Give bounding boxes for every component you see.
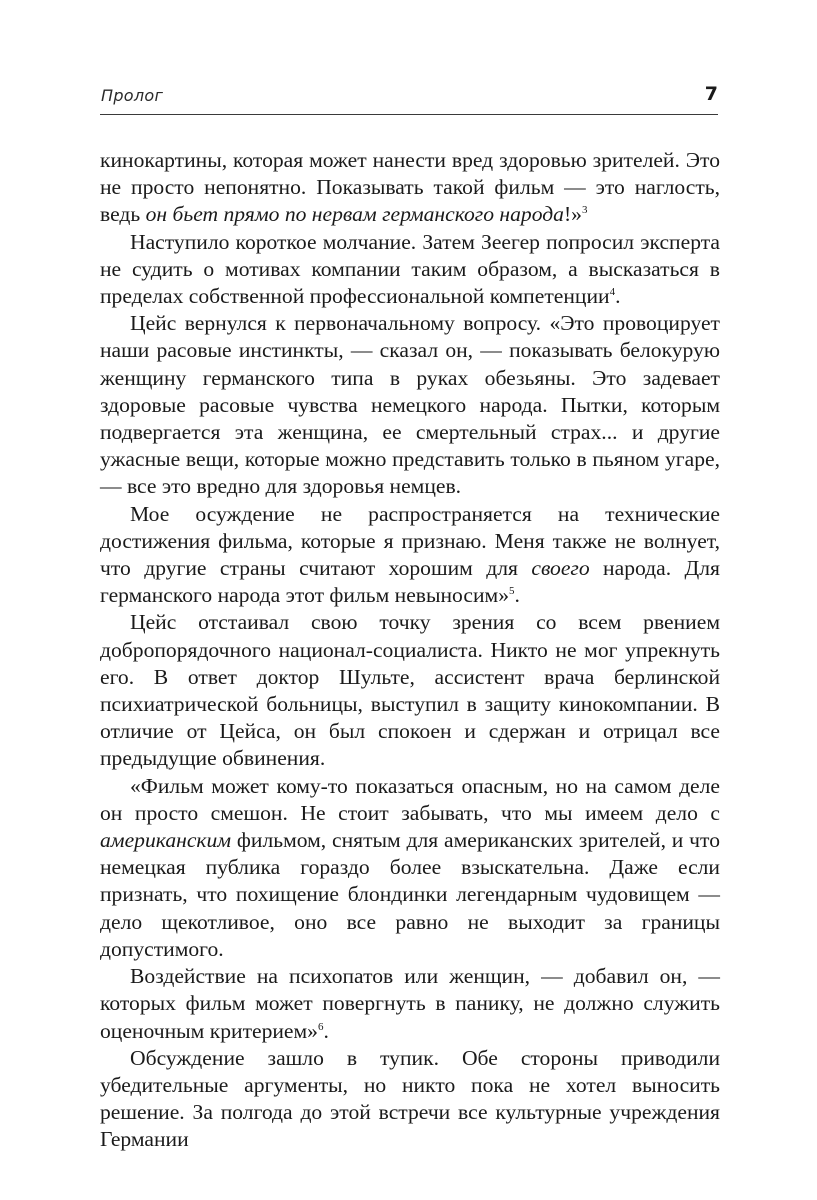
footnote-ref-6: 6 <box>317 1020 324 1033</box>
text-run: !» <box>563 202 582 227</box>
page-number: 7 <box>704 83 718 105</box>
italic-text: своего <box>531 556 590 581</box>
body-text <box>100 147 720 1154</box>
paragraph-2 <box>100 229 720 311</box>
text-run: народа. Для германского народа этот фильм невыносим» <box>100 556 720 608</box>
text-run: «Фильм может кому-то показаться опасным, но на самом деле он просто смешон. Не стоит забывать, что мы имеем дело с <box>100 773 720 825</box>
italic-text: он бьет прямо по нервам германского народа <box>145 202 564 227</box>
paragraph-4 <box>100 501 720 610</box>
text-run: Наступило короткое молчание. Затем Зеегер попросил эксперта не судить о мотивах компании таким образом, а высказаться в пределах собственной профессиональной компетенции <box>100 229 720 309</box>
text-run: . <box>514 583 520 608</box>
footnote-ref-5: 5 <box>509 585 515 598</box>
text-run: фильмом, снятым для американских зрителей, и что немецкая публика гораздо более взыскательна. Даже если признать, что похищение блондинки легендарным чудовищем — дело щекотливое, оно все равно не выходит за границы допустимого. <box>100 828 720 961</box>
paragraph-5: Цейс отстаивал свою точку зрения со всем рвением добропорядочного национал-социалиста. Никто не мог упрекнуть его. В ответ доктор Шульте, ассистент врача берлинской психиатрической больницы, выступил в защиту кинокомпании. В отличие от Цейса, он был спокоен и сдержан и отрицал все предыдущие обвинения. <box>100 610 720 771</box>
paragraph-8: Обсуждение зашло в тупик. Обе стороны приводили убедительные аргументы, но никто пока не хотел выносить решение. За полгода до этой встречи все культурные учреждения Германии <box>100 1045 720 1152</box>
footnote-ref-4: 4 <box>609 285 616 298</box>
text-run: . <box>323 1018 329 1043</box>
paragraph-1 <box>100 147 720 229</box>
paragraph-6 <box>100 773 720 963</box>
paragraph-7 <box>100 963 720 1045</box>
text-run: кинокартины, которая может нанести вред здоровью зрителей. Это не просто непонятно. Показывать такой фильм — это наглость, ведь <box>100 148 720 227</box>
page-header <box>100 84 718 115</box>
footnote-ref-3: 3 <box>581 204 588 217</box>
paragraph-3: Цейс вернулся к первоначальному вопросу. «Это провоцирует наши расовые инстинкты, — сказал он, — показывать белокурую женщину германского типа в руках обезьяны. Это задевает здоровые расовые чувства немецкого народа. Пытки, которым подвергается эта женщина, ее смертельный страх... и другие ужасные вещи, которые можно представить только в пьяном угаре, — все это вредно для здоровья немцев. <box>100 311 720 499</box>
text-run: Мое осуждение не распространяется на технические достижения фильма, которые я признаю. Меня также не волнует, что другие страны считают хорошим для <box>100 501 720 581</box>
text-run: . <box>615 284 621 309</box>
running-head: Пролог <box>101 86 164 105</box>
italic-text: американским <box>100 828 232 853</box>
text-run: Воздействие на психопатов или женщин, — добавил он, — которых фильм может повергнуть в панику, не должно служить оценочным критерием» <box>100 964 720 1043</box>
